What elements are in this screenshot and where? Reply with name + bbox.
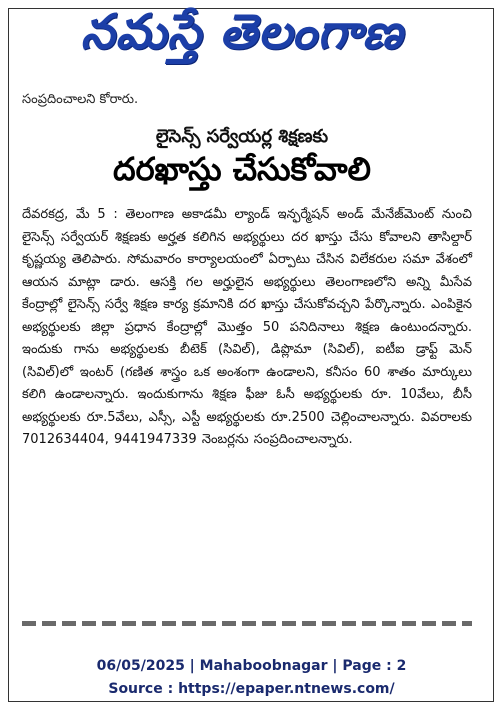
previous-article-line: సంప్రదించాలని కోరారు. xyxy=(22,92,139,107)
cutoff-next-article xyxy=(22,621,472,626)
article-clipping xyxy=(2,86,482,626)
masthead-title: నమస్తే తెలంగాణ xyxy=(80,4,404,60)
article-headline: దరఖాస్తు చేసుకోవాలి xyxy=(112,150,372,188)
footer-date-edition-page: 06/05/2025 | Mahaboobnagar | Page : 2 xyxy=(96,658,407,674)
newspaper-masthead xyxy=(22,2,462,74)
article-body: దేవరకద్ర, మే 5 : తెలంగాణ అకాడమీ ల్యాండ్ ఇన్ఫర్మేషన్ అండ్ మేనేజ్‌మెంట్ నుంచి లైసెన్స్ సర్వేయర్ శిక్షణకు అర్హత కలిగిన అభ్యర్థులు దర ఖాస్తు చేసు కోవాలని తాసిల్దార్ కృష్ణయ్య తెలిపారు. సోమవారం కార్యాలయంలో ఏర్పాటు చేసిన విలేకరుల సమా వేశంలో ఆయన మాట్లా డారు. ఆసక్తి గల అర్హులైన అభ్యర్థులు తెలంగాణలోని అన్ని మీసేవ కేంద్రాల్లో లైసెన్స్ సర్వే శిక్షణ కార్య క్రమానికి దర ఖాస్తు చేసుకోవచ్చని పేర్కొన్నారు. ఎంపికైన అభ్యర్థులకు జిల్లా ప్రధాన కేంద్రాల్లో మొత్తం 50 పనిదినాలు శిక్షణ ఉంటుందన్నారు. ఇందుకు గాను అభ్యర్థులకు బీటెక్ (సివిల్), డిప్లొమా (సివిల్), ఐటీఐ డ్రాఫ్ట్ మెన్ (సివిల్)లో ఇంటర్ (గణిత శాస్త్రం ఒక అంశంగా ఉండాలని, కనీసం 60 శాతం మార్కులు కలిగి ఉండాలన్నారు. ఇందుకుగాను శిక్షణ ఫీజు ఓసీ అభ్యర్థులకు రూ. 10వేలు, బీసీ అభ్యర్థులకు రూ.5వేలు, ఎస్సీ, ఎస్టీ అభ్యర్థులకు రూ.2500 చెల్లించాలన్నారు. వివరాలకు 7012634404, 9441947339 నెంబర్లను సంప్రదించాలన్నారు. xyxy=(22,207,472,447)
article-subheadline: లైసెన్స్ సర్వేయర్ల శిక్షణకు xyxy=(155,126,329,147)
footer-source-link[interactable]: Source : https://epaper.ntnews.com/ xyxy=(108,681,395,697)
